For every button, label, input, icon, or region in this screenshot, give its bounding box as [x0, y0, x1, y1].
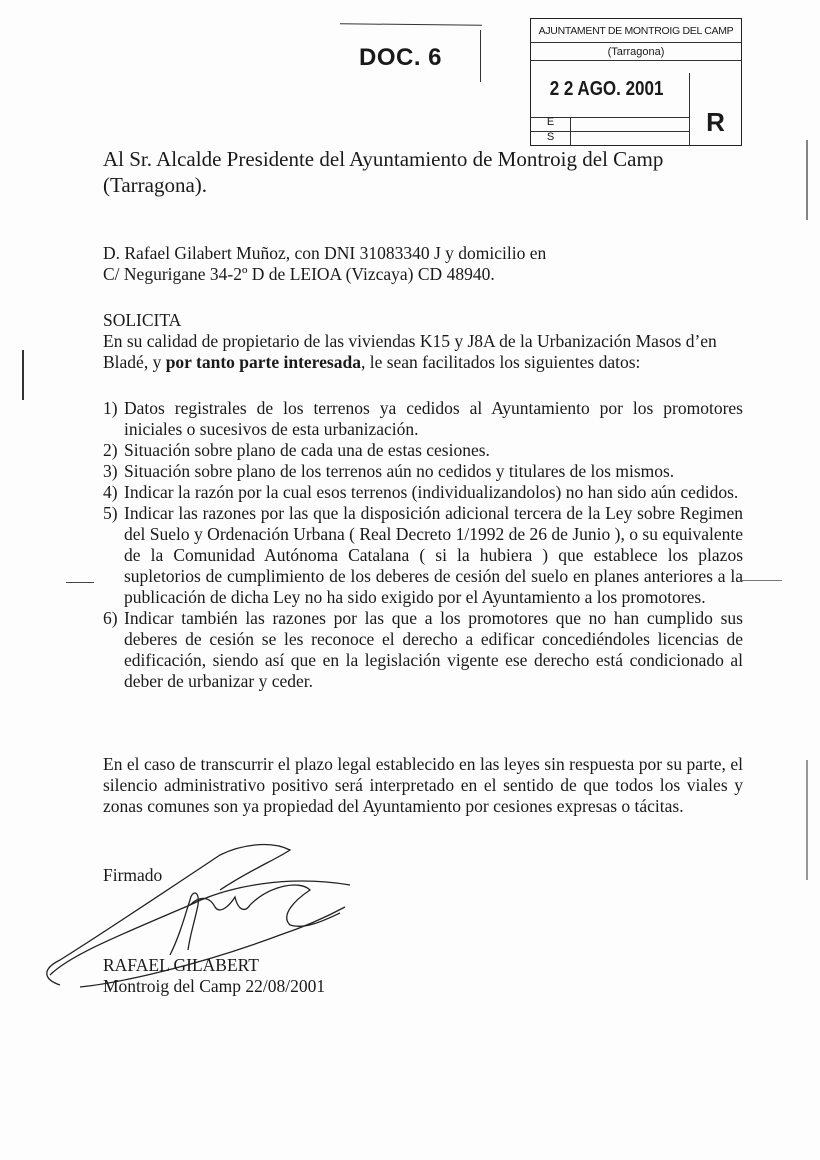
addressee-line-1: Al Sr. Alcalde Presidente del Ayuntamiento de Montroig del Camp — [103, 147, 664, 171]
closing-paragraph: En el caso de transcurrir el plazo legal establecido en las leyes sin respuesta por su parte, el silencio administrativo positivo será interpretado en el sentido de que todos los viales y zonas comunes son ya propiedad del Ayuntamiento por cesiones expresas o tácitas. — [103, 754, 743, 816]
scan-dash — [66, 582, 94, 583]
scan-dash — [742, 580, 782, 581]
stamp-province: (Tarragona) — [531, 43, 741, 61]
sender-line-2: C/ Negurigane 34-2º D de LEIOA (Vizcaya) CD 48940. — [103, 264, 495, 284]
request-number: 6) — [103, 608, 118, 628]
solicita-text-before: En su calidad de propietario de las viviendas K15 y J8A de la Urbanización Masos d’en Bladé, y — [103, 331, 717, 372]
request-item — [103, 461, 743, 482]
registry-stamp — [530, 18, 742, 146]
stamp-exit-label: S — [546, 131, 555, 143]
request-text: Indicar también las razones por las que a los promotores que no han cumplido sus deberes de cesión se les reconoce el derecho a edificar concediéndoles licencias de edificación, siendo así que en la legislación vigente ese derecho está condicionado al deber de urbanizar y ceder. — [124, 608, 743, 691]
solicita-paragraph — [103, 331, 743, 373]
solicita-heading: SOLICITA — [103, 310, 182, 330]
place-and-date: Montroig del Camp 22/08/2001 — [103, 976, 326, 996]
request-item — [103, 398, 743, 440]
request-text: Indicar las razones por las que la disposición adicional tercera de la Ley sobre Regimen del Suelo y Ordenación Urbana ( Real Decreto 1/1992 de 26 de Junio ), o su equivalente de la Comunidad Autónoma Catalana ( si la hubiera ) que establece los plazos supletorios de cumplimiento de los deberes de cesión del suelo en planes anteriores a la publicación de dicha Ley no ha sido exigido por el Ayuntamiento a los promotores. — [124, 503, 743, 607]
request-text: Indicar la razón por la cual esos terrenos (individualizandolos) no han sido aún cedidos. — [124, 482, 739, 502]
request-text: Situación sobre plano de cada una de estas cesiones. — [124, 440, 490, 460]
request-number: 3) — [103, 461, 118, 481]
margin-mark — [22, 350, 24, 400]
request-item — [103, 503, 743, 608]
request-number: 5) — [103, 503, 118, 523]
solicita-text-after: , le sean facilitados los siguientes datos: — [360, 352, 641, 372]
sender-info — [103, 243, 783, 285]
doc-label-border-right — [480, 30, 481, 82]
request-number: 4) — [103, 482, 118, 502]
firmado-label: Firmado — [103, 865, 163, 885]
margin-mark — [806, 760, 808, 880]
doc-label: DOC. 6 — [359, 44, 443, 71]
sender-line-1: D. Rafael Gilabert Muñoz, con DNI 31083340 J y domicilio en — [103, 243, 547, 263]
addressee — [103, 146, 803, 198]
request-text: Datos registrales de los terrenos ya cedidos al Ayuntamiento por los promotores iniciales o sucesivos de esta urbanización. — [124, 398, 743, 439]
request-number: 2) — [103, 440, 118, 460]
stamp-date: 2 2 AGO. 2001 — [549, 78, 664, 100]
stamp-register-mark: R — [706, 107, 725, 137]
request-text: Situación sobre plano de los terrenos aún no cedidos y titulares de los mismos. — [124, 461, 675, 481]
request-item — [103, 608, 743, 692]
request-number: 1) — [103, 398, 118, 418]
stamp-institution: AJUNTAMENT DE MONTROIG DEL CAMP — [531, 19, 741, 43]
doc-label-border-top — [340, 23, 482, 25]
addressee-line-2: (Tarragona). — [103, 173, 208, 197]
request-item — [103, 482, 743, 503]
signer-name: RAFAEL GILABERT — [103, 955, 259, 975]
margin-mark — [806, 140, 808, 220]
solicita-text-bold: por tanto parte interesada — [165, 352, 361, 372]
requests-list — [103, 398, 743, 692]
request-item — [103, 440, 743, 461]
stamp-entry-label: E — [546, 116, 555, 128]
